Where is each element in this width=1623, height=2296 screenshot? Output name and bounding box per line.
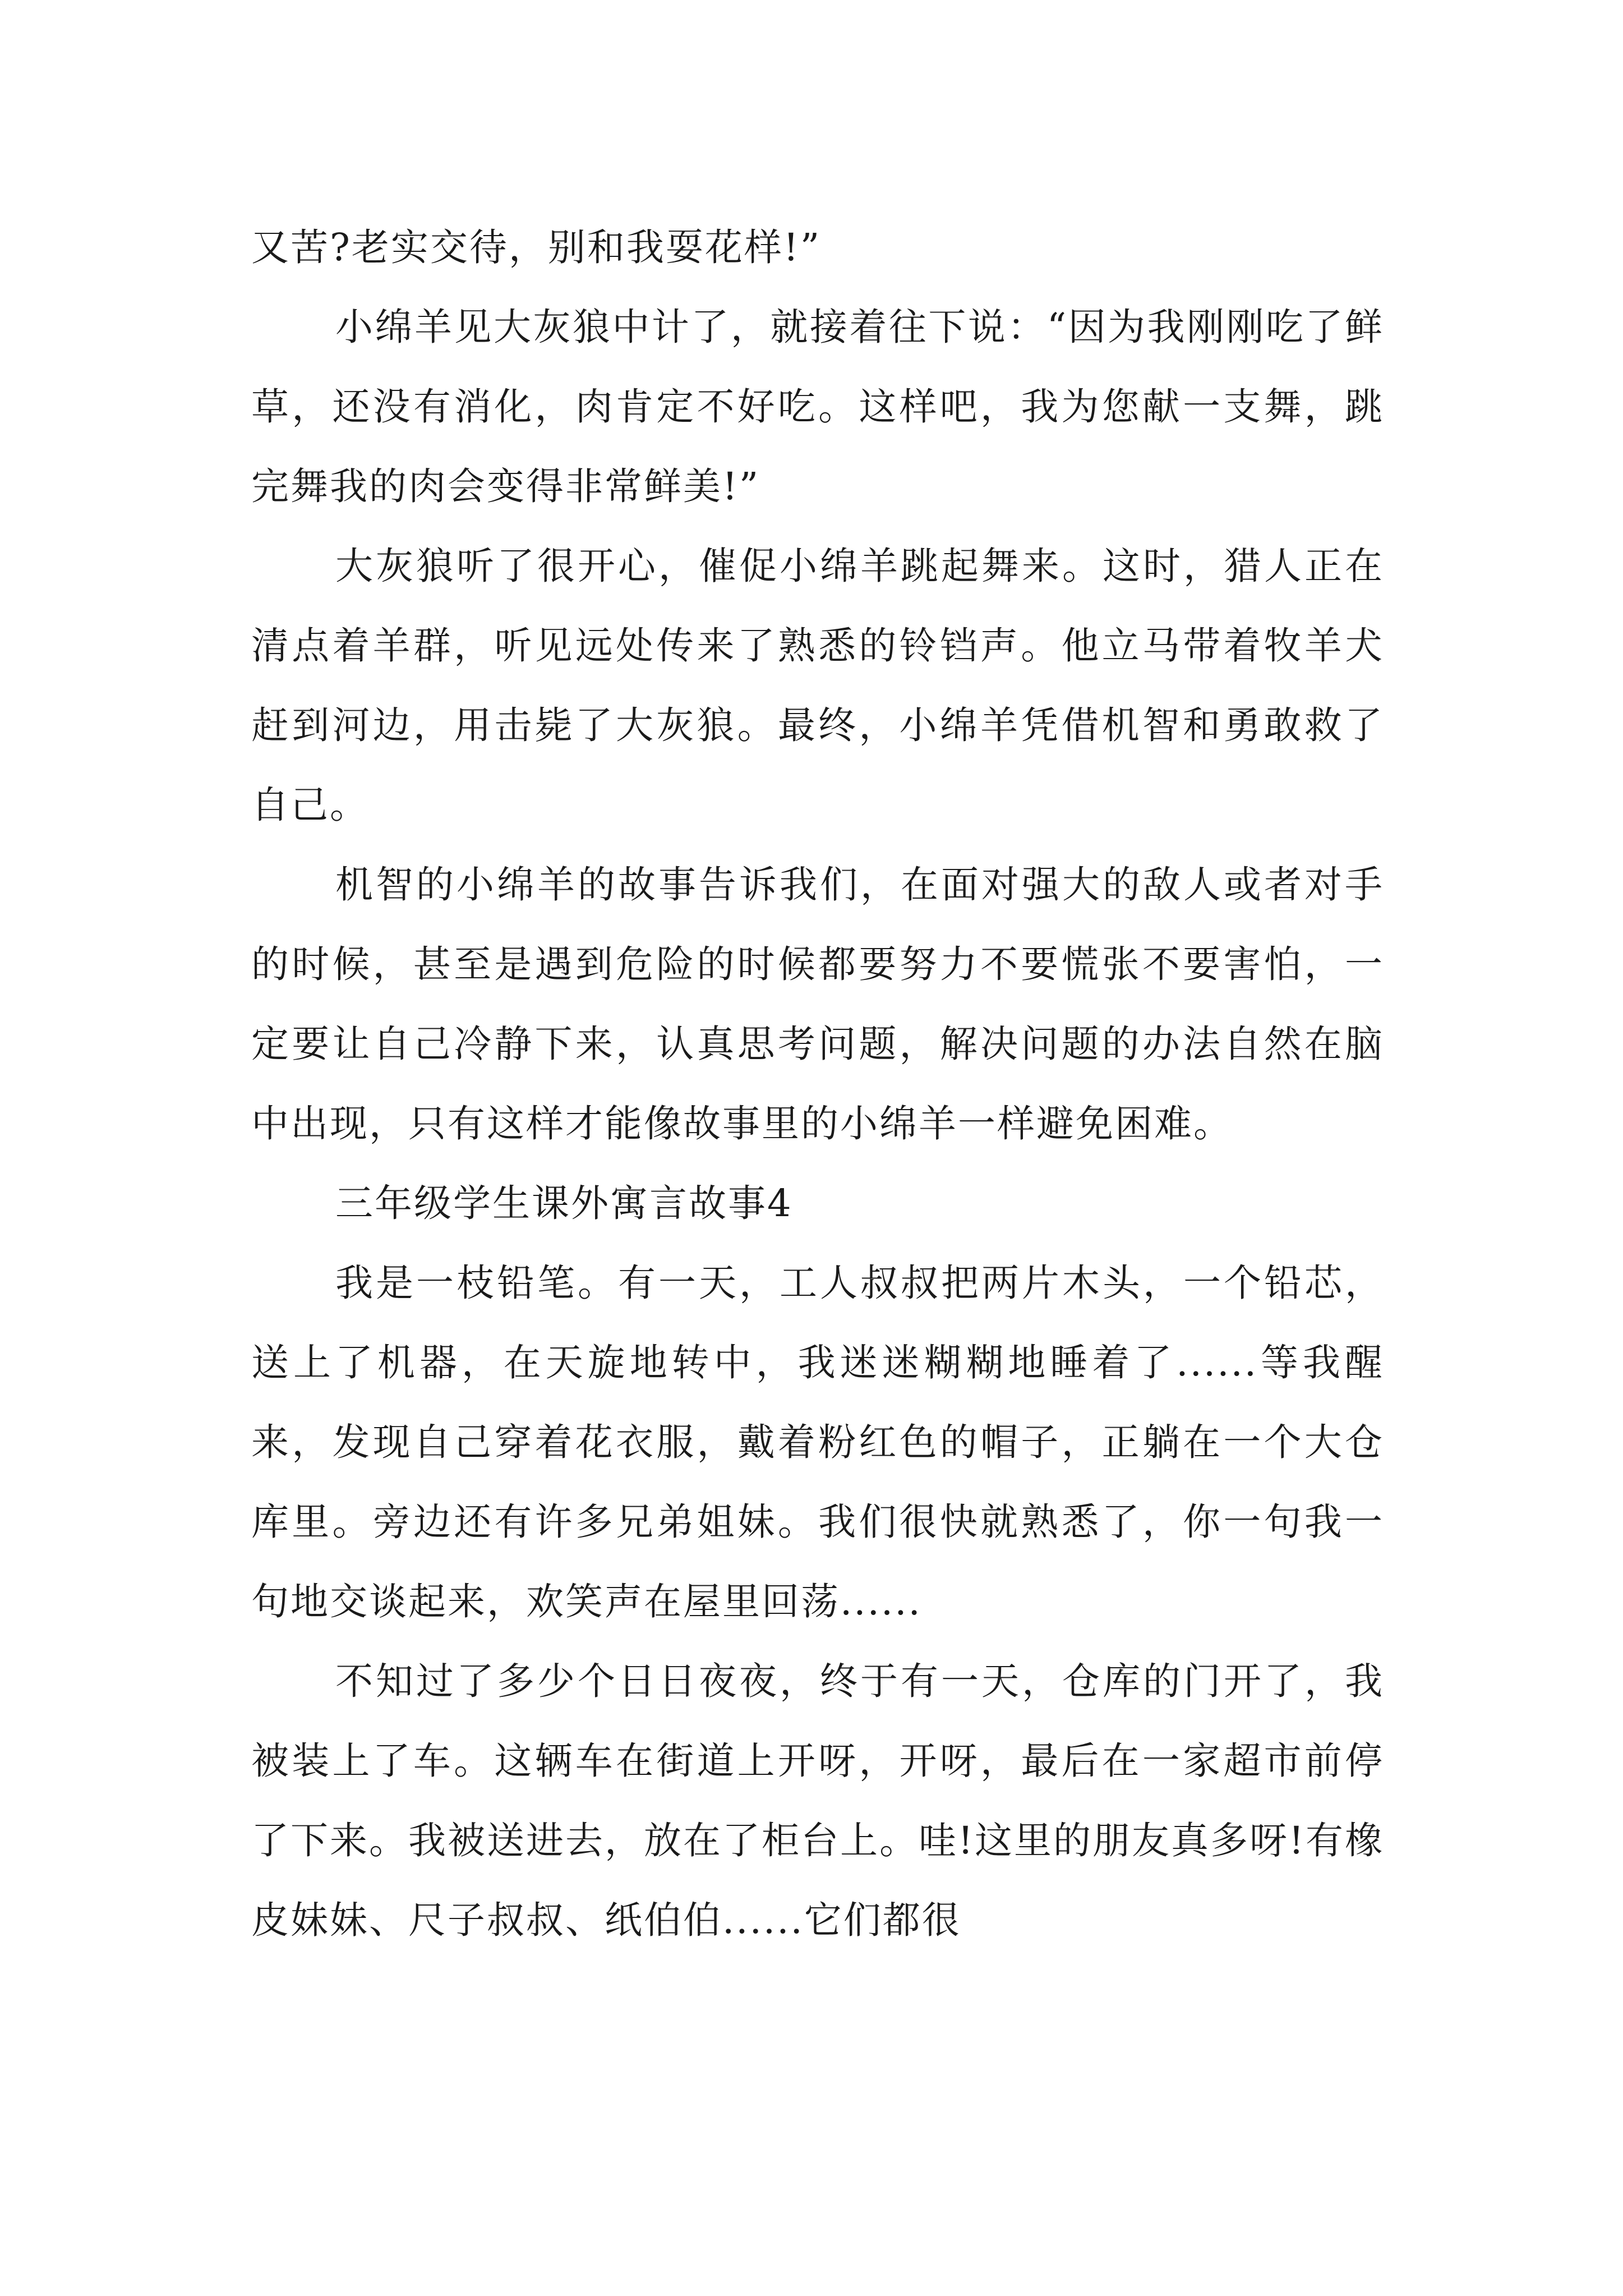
paragraph: 大灰狼听了很开心，催促小绵羊跳起舞来。这时，猎人正在清点着羊群，听见远处传来了熟悉的铃铛声。他立马带着牧羊犬赶到河边，用击毙了大灰狼。最终，小绵羊凭借机智和勇敢救了自己。 [251, 544, 1384, 827]
paragraph: 不知过了多少个日日夜夜，终于有一天，仓库的门开了，我被装上了车。这辆车在街道上开呀，开呀，最后在一家超市前停了下来。我被送进去，放在了柜台上。哇!这里的朋友真多呀!有橡皮妹妹、尺子叔叔、纸伯伯......它们都很 [251, 1659, 1384, 1942]
section-heading: 三年级学生课外寓言故事4 [335, 1181, 793, 1225]
paragraph: 又苦?老实交待，别和我耍花样!” [251, 226, 822, 269]
paragraph: 小绵羊见大灰狼中计了，就接着往下说：“因为我刚刚吃了鲜草，还没有消化，肉肯定不好吃。这样吧，我为您献一支舞，跳完舞我的肉会变得非常鲜美!” [251, 305, 1385, 508]
story-text [251, 208, 1384, 1960]
paragraph: 我是一枝铅笔。有一天，工人叔叔把两片木头，一个铅芯，送上了机器，在天旋地转中，我迷迷糊糊地睡着了......等我醒来，发现自己穿着花衣服，戴着粉红色的帽子，正躺在一个大仓库里。旁边还有许多兄弟姐妹。我们很快就熟悉了，你一句我一句地交谈起来，欢笑声在屋里回荡...... [251, 1261, 1384, 1623]
paragraph: 机智的小绵羊的故事告诉我们，在面对强大的敌人或者对手的时候，甚至是遇到危险的时候都要努力不要慌张不要害怕，一定要让自己冷静下来，认真思考问题，解决问题的办法自然在脑中出现，只有这样才能像故事里的小绵羊一样避免困难。 [251, 863, 1384, 1145]
